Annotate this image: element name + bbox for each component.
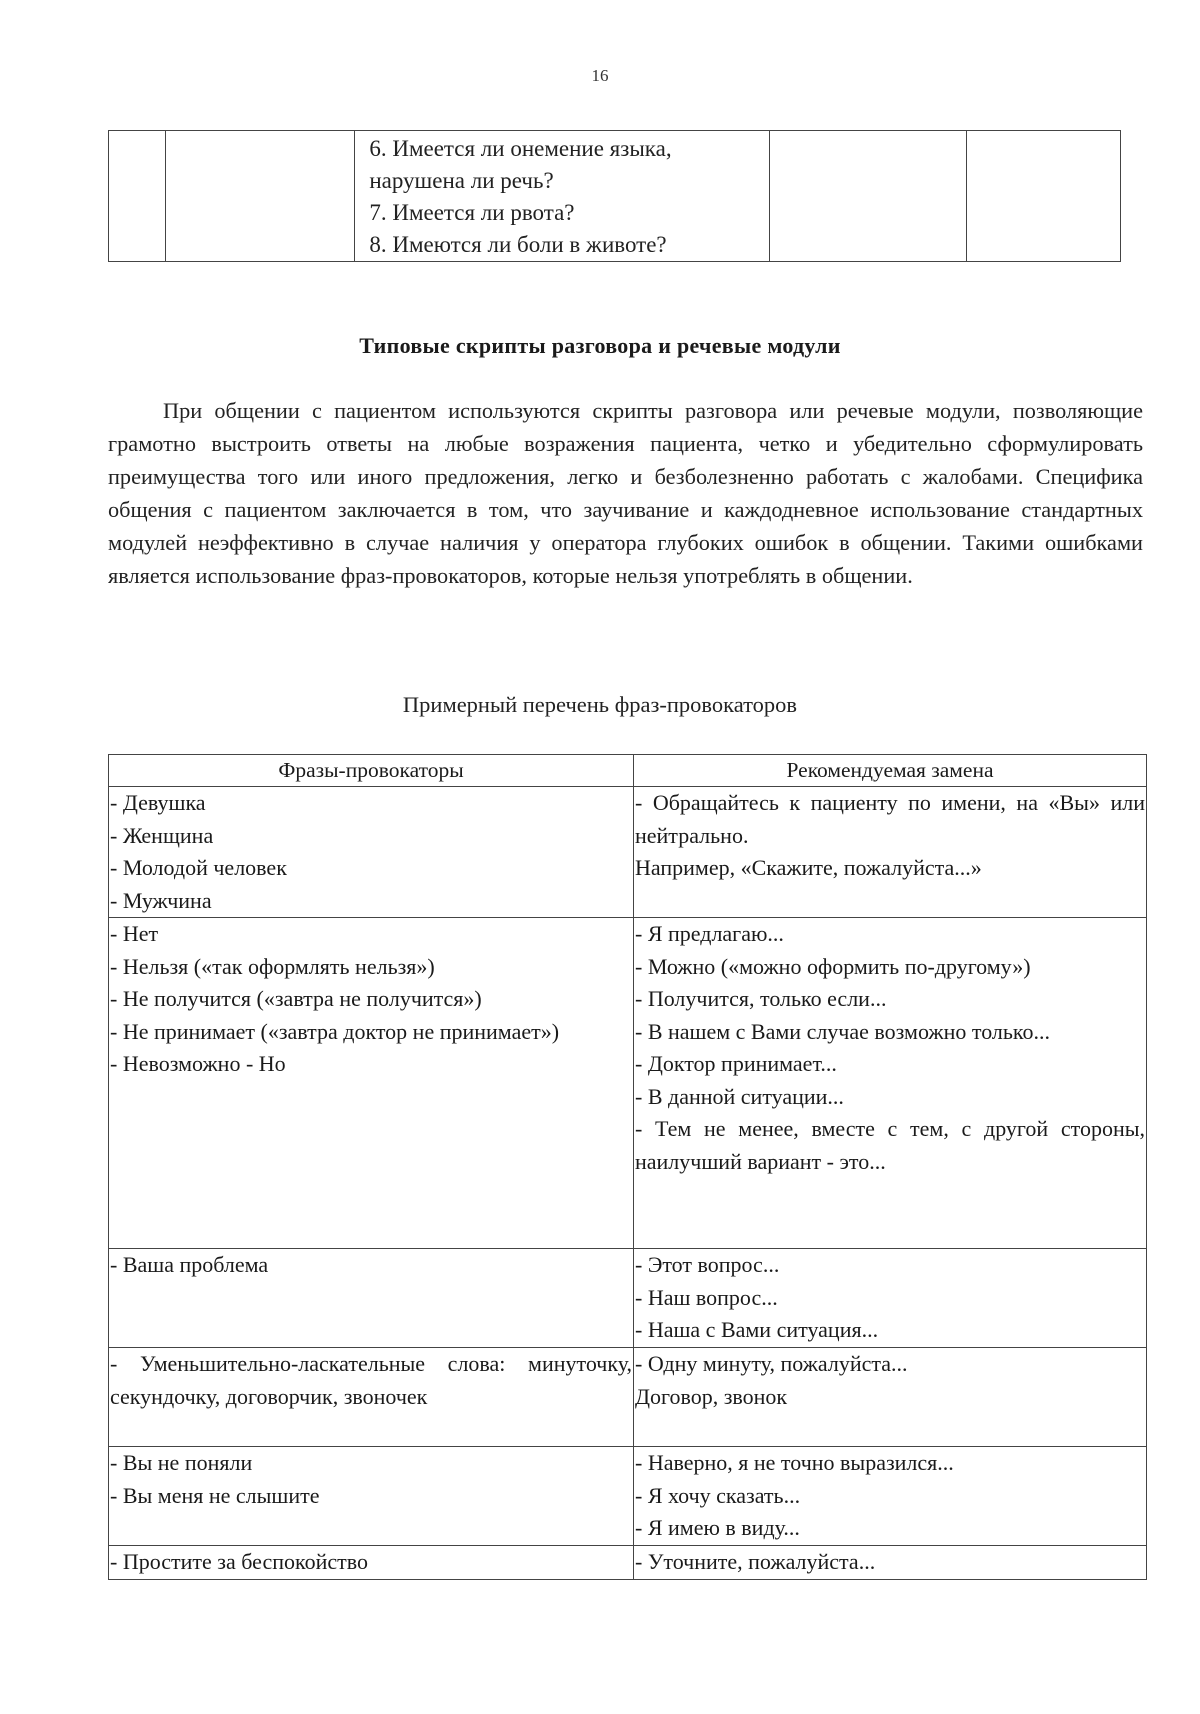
phrase-line: - Мужчина <box>110 887 212 913</box>
question-list <box>355 131 769 261</box>
replacement-line: - В данной ситуации... <box>635 1083 844 1109</box>
replacement-line: - Доктор принимает... <box>635 1051 837 1076</box>
table-row <box>109 1249 1147 1348</box>
replacement-line: Договор, звонок <box>635 1383 788 1409</box>
table-row <box>109 918 1147 1249</box>
replacement-line: Например, «Скажите, пожалуйста...» <box>635 855 982 880</box>
provocative-cell <box>109 1546 634 1580</box>
replacement-line: - Наверно, я не точно выразился... <box>635 1450 954 1475</box>
replacement-cell <box>634 1348 1147 1447</box>
replacement-cell <box>634 787 1147 918</box>
table-header-row <box>109 755 1147 787</box>
replacement-line: - Получится, только если... <box>635 986 887 1011</box>
replacement-line: - Наша с Вами ситуация... <box>635 1317 879 1342</box>
replacement-line: - Я хочу сказать... <box>635 1482 801 1508</box>
replacement-cell <box>634 1249 1147 1348</box>
phrase-line: - Невозможно - Но <box>110 1051 286 1076</box>
replacement-line: - В нашем с Вами случае возможно только... <box>635 1018 1050 1044</box>
phrase-table <box>108 754 1147 1580</box>
intro-paragraph: При общении с пациентом используются скрипты разговора или речевые модули, позволяющие грамотно выстроить ответы на любые возражения пациента, четко и убедительно сформулировать преимущества того или иного предложения, легко и безболезненно работать с жалобами. Специфика общения с пациентом заключается в том, что заучивание и каждодневное использование стандартных модулей неэффективно в случае наличия у оператора глубоких ошибок в общении. Такими ошибками является использование фраз-провокаторов, которые нельзя употреблять в общении. <box>108 398 1143 588</box>
empty-cell <box>770 131 967 262</box>
phrase-line: - Уменьшительно-ласкательные слова: минуточку, секундочку, договорчик, звоночек <box>110 1351 632 1409</box>
provocative-cell <box>109 918 634 1249</box>
phrase-line: - Не получится («завтра не получится») <box>110 986 482 1011</box>
question-item: 8. Имеются ли боли в животе? <box>369 232 667 257</box>
phrase-line: - Молодой человек <box>110 855 287 880</box>
provocative-cell <box>109 1348 634 1447</box>
empty-cell <box>165 131 355 262</box>
table-row <box>109 1348 1147 1447</box>
replacement-cell <box>634 1447 1147 1546</box>
phrase-line: - Ваша проблема <box>110 1252 269 1277</box>
table-row <box>109 1447 1147 1546</box>
replacement-line: - Наш вопрос... <box>635 1284 778 1310</box>
phrase-line: - Простите за беспокойство <box>110 1549 368 1574</box>
table-caption: Примерный перечень фраз-провокаторов <box>402 692 798 717</box>
phrase-line: - Не принимает («завтра доктор не принимает») <box>110 1018 560 1044</box>
replacement-line: - Тем не менее, вместе с тем, с другой стороны, наилучший вариант - это... <box>635 1116 1145 1174</box>
replacement-line: - Я имею в виду... <box>635 1515 800 1540</box>
continued-questions-table <box>108 130 1121 262</box>
replacement-line: - Обращайтесь к пациенту по имени, на «Вы» или нейтрально. <box>635 790 1145 848</box>
replacement-line: - Одну минуту, пожалуйста... <box>635 1351 908 1376</box>
replacement-line: - Я предлагаю... <box>635 921 784 946</box>
empty-cell <box>966 131 1120 262</box>
phrase-line: - Нет <box>110 921 159 946</box>
phrase-line: - Вы не поняли <box>110 1450 253 1475</box>
replacement-line: - Можно («можно оформить по-другому») <box>635 953 1031 979</box>
empty-cell <box>109 131 166 262</box>
replacement-line: - Этот вопрос... <box>635 1252 780 1277</box>
provocative-cell <box>109 1249 634 1348</box>
replacement-cell <box>634 1546 1147 1580</box>
replacement-cell <box>634 918 1147 1249</box>
section-title: Типовые скрипты разговора и речевые модули <box>359 333 841 358</box>
column-header-replacement: Рекомендуемая замена <box>634 755 1147 787</box>
replacement-line: - Уточните, пожалуйста... <box>635 1549 876 1574</box>
phrase-line: - Женщина <box>110 822 214 848</box>
column-header-provocative: Фразы-провокаторы <box>109 755 634 787</box>
table-row <box>109 787 1147 918</box>
phrase-line: - Нельзя («так оформлять нельзя») <box>110 953 435 979</box>
questions-cell <box>355 131 770 262</box>
table-row <box>109 1546 1147 1580</box>
question-item: 6. Имеется ли онемение языка, нарушена ли речь? <box>369 136 672 193</box>
provocative-cell <box>109 787 634 918</box>
provocative-cell <box>109 1447 634 1546</box>
table-row <box>109 131 1121 262</box>
question-item: 7. Имеется ли рвота? <box>369 200 575 225</box>
phrase-line: - Вы меня не слышите <box>110 1482 320 1508</box>
phrase-line: - Девушка <box>110 790 206 815</box>
page-number: 16 <box>591 66 609 85</box>
